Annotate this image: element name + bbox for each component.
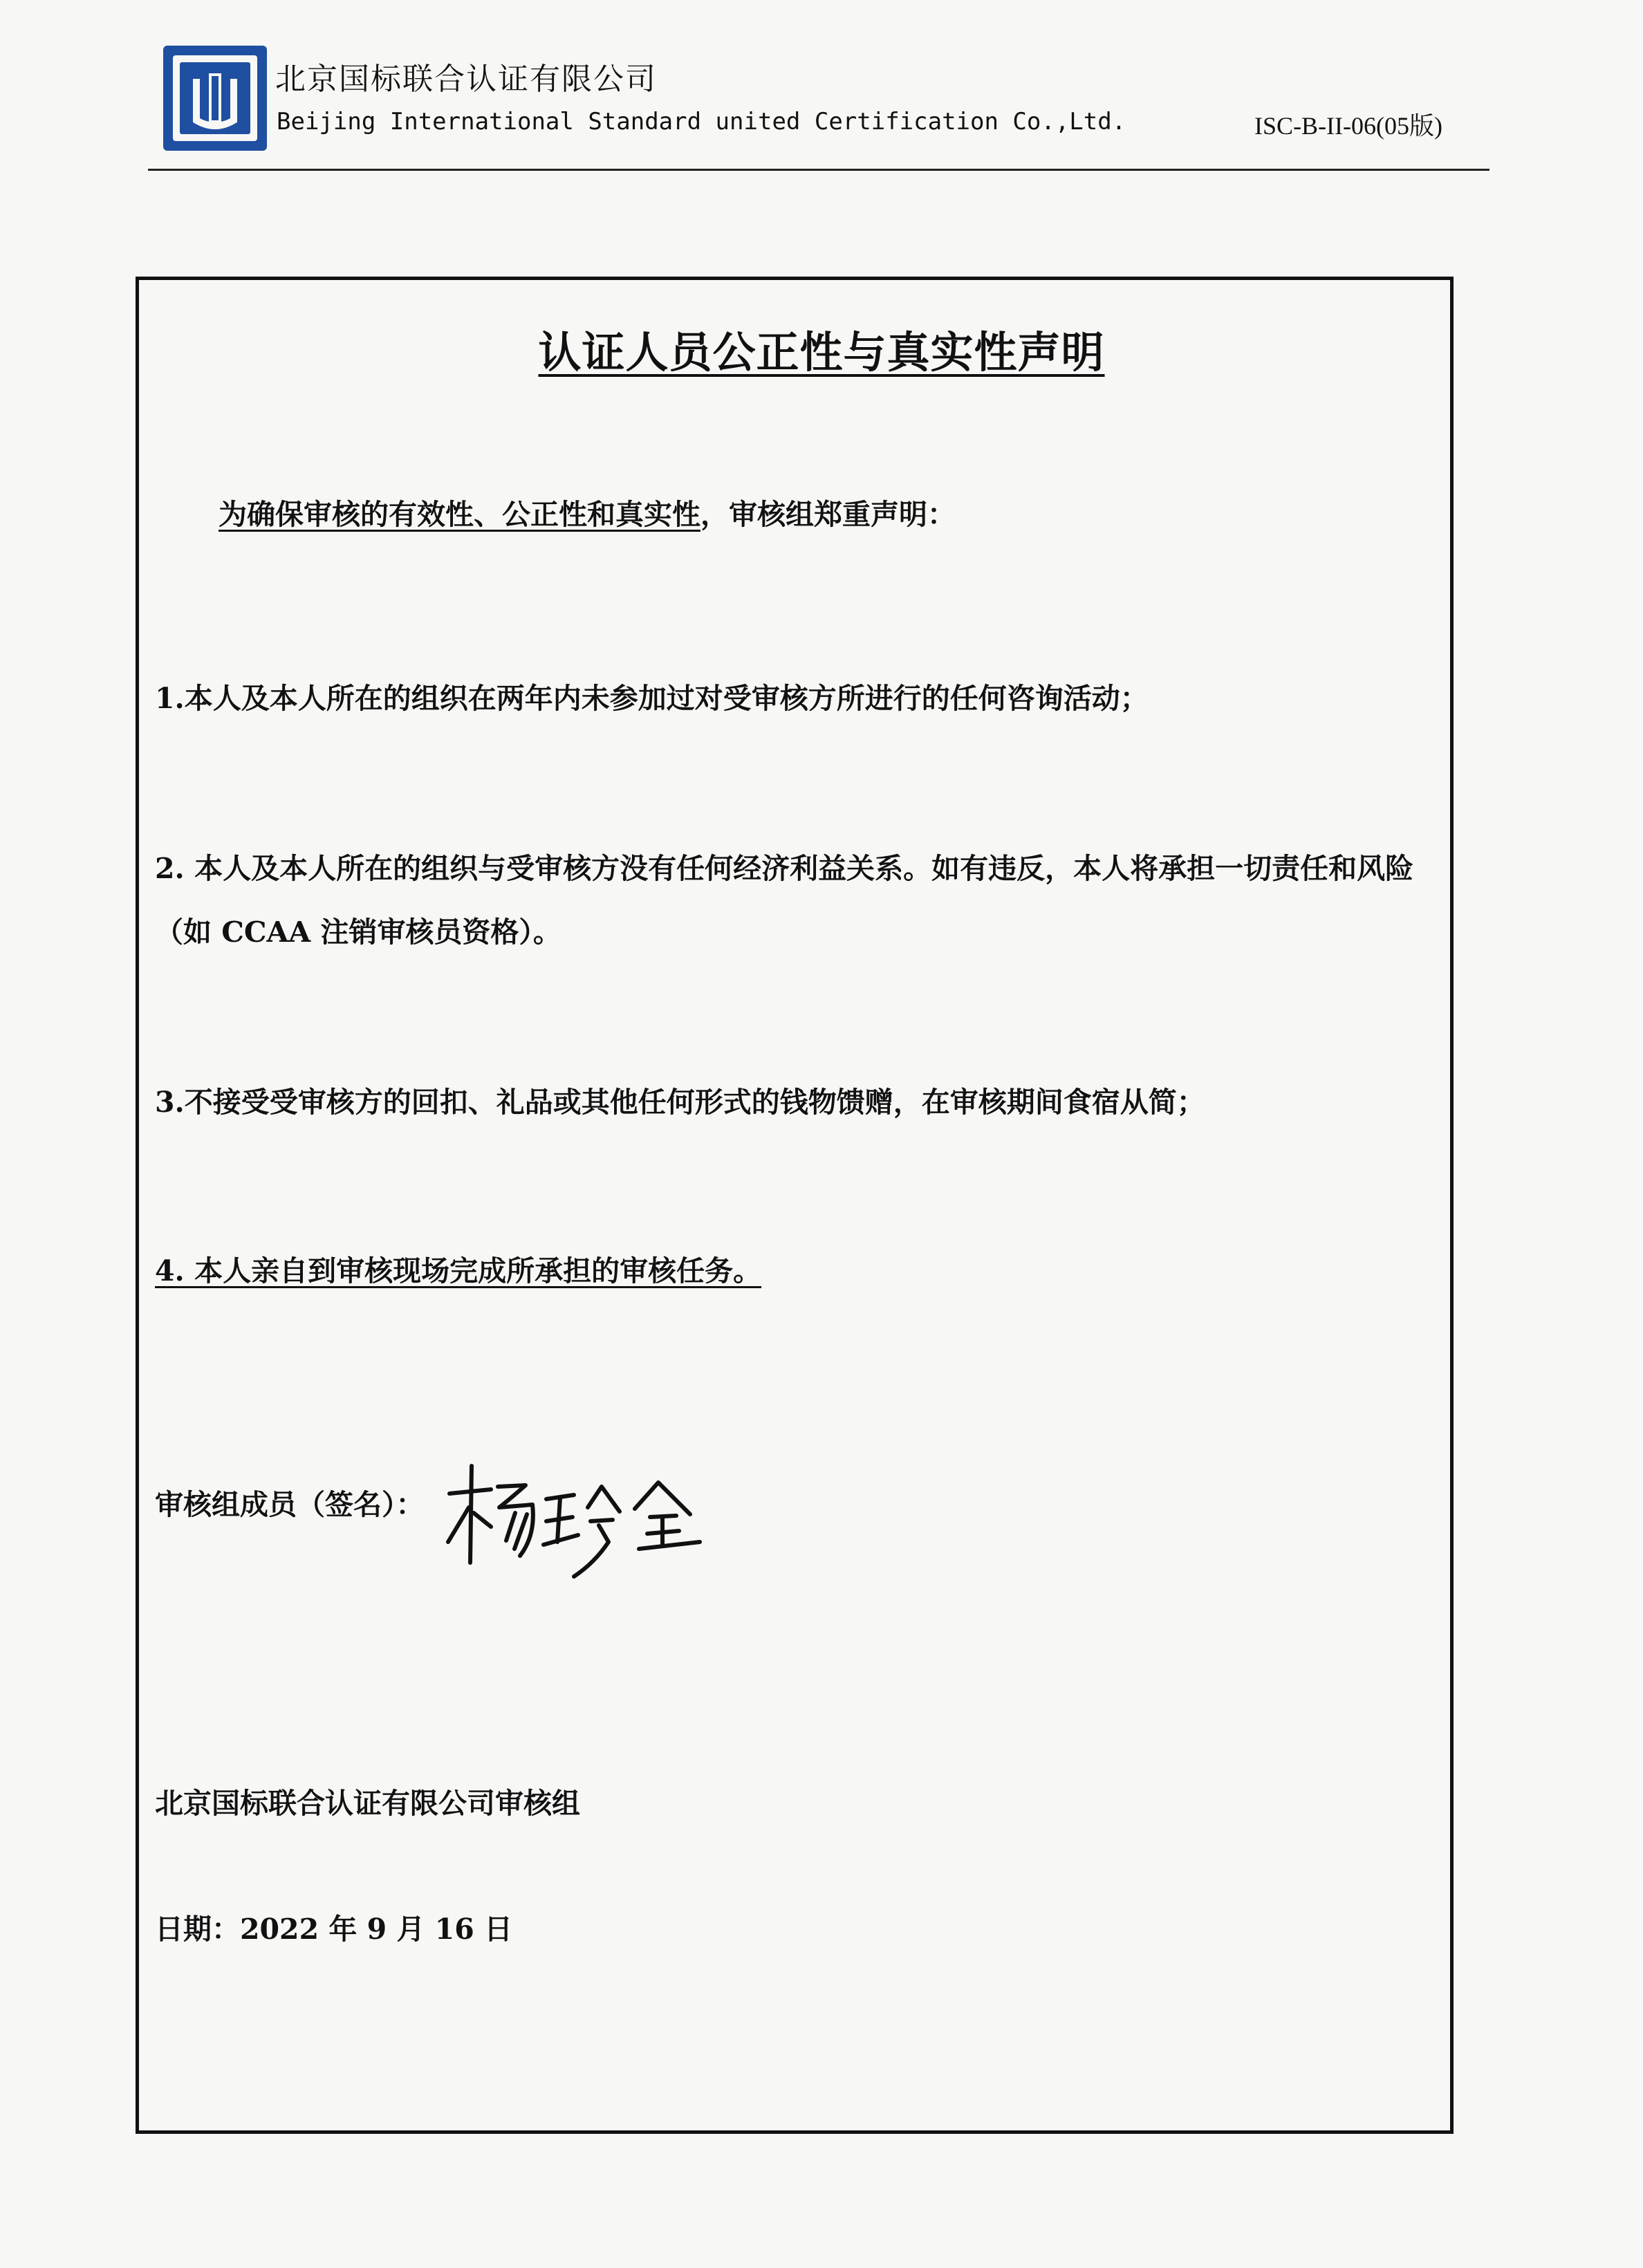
statement-frame	[136, 277, 1454, 2134]
declaration-item-4	[155, 1239, 1441, 1303]
audit-team-organization: 北京国标联合认证有限公司审核组	[155, 1787, 580, 1820]
handwritten-signature	[443, 1459, 719, 1583]
signature-label: 审核组成员（签名）：	[155, 1488, 425, 1521]
page-title	[0, 318, 1643, 380]
item-4-text: 4. 本人亲自到审核现场完成所承担的审核任务。	[155, 1254, 762, 1288]
company-name-en: Beijing International Standard united Certification Co.,Ltd.	[277, 108, 1126, 136]
intro-underlined-text: 为确保审核的有效性、公正性和真实性	[219, 498, 700, 531]
intro-paragraph	[219, 483, 1505, 546]
declaration-item-3: 3.不接受受审核方的回扣、礼品或其他任何形式的钱物馈赠，在审核期间食宿从简；	[155, 1086, 1205, 1119]
company-logo-icon	[160, 43, 270, 154]
declaration-item-1: 1.本人及本人所在的组织在两年内未参加过对受审核方所进行的任何咨询活动；	[155, 682, 1149, 715]
company-name-cn: 北京国标联合认证有限公司	[275, 62, 657, 97]
intro-rest-text: ，审核组郑重声明：	[700, 498, 956, 531]
document-code: ISC-B-II-06(05版)	[1254, 112, 1442, 140]
statement-date: 日期：2022 年 9 月 16 日	[155, 1913, 513, 1946]
header-divider	[148, 169, 1489, 171]
declaration-item-2: 2. 本人及本人所在的组织与受审核方没有任何经济利益关系。如有违反，本人将承担一切责任和风险（如 CCAA 注销审核员资格）。	[155, 852, 1414, 949]
title-text: 认证人员公正性与真实性声明	[538, 327, 1105, 378]
